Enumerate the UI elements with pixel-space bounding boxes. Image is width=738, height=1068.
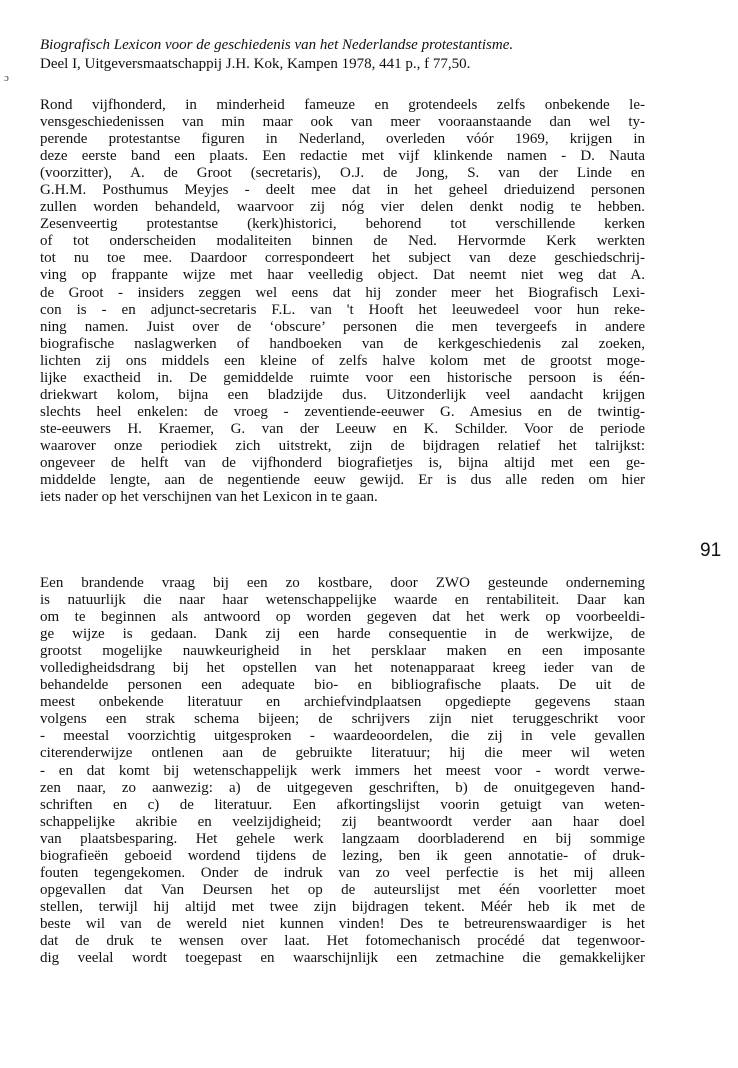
- text-line: volgens een strak schema bijeen; de schrijvers zijn niet teruggeschrikt voor: [40, 711, 645, 728]
- text-line: dig veelal wordt toegepast en waarschijnlijk een zetmachine die gemakkelijker: [40, 950, 645, 967]
- text-line: ving op frappante wijze met haar veelledig object. Dat neemt niet weg dat A.: [40, 267, 645, 284]
- text-line: schriften en c) de literatuur. Een afkortingslijst voorin getuigt van weten-: [40, 796, 645, 813]
- page-header: [40, 36, 660, 74]
- text-line: (voorzitter), A. de Groot (secretaris), O.J. de Jong, S. van der Linde en: [40, 165, 645, 182]
- text-line: volledigheidsdrang bij het opstellen van het notenapparaat kreeg ieder van de: [40, 660, 645, 677]
- margin-mark: ɔ: [4, 72, 9, 84]
- text-line: vensgeschiedenissen van min maar ook van meer vooraanstaande dan wel ty-: [40, 114, 645, 131]
- paragraph-2: [40, 575, 645, 967]
- text-line: lichten zij ons middels een kleine of zelfs halve kolom met de grootst moge-: [40, 352, 645, 369]
- text-line: - en dat komt bij wetenschappelijk werk immers het meest voor - wordt verwe-: [40, 762, 645, 779]
- text-line: dat de druk te wensen over laat. Het fotomechanisch procédé dat tegenwoor-: [40, 932, 645, 949]
- page-number: 91: [700, 540, 722, 561]
- text-line: Een brandende vraag bij een zo kostbare, door ZWO gesteunde onderneming: [40, 575, 645, 591]
- text-line: behandelde personen een adequate bio- en bibliografische plaats. De uit de: [40, 677, 645, 694]
- paragraph-1: [40, 97, 645, 506]
- text-line: tot nu toe mee. Daardoor correspondeert het subject van deze geschiedschrij-: [40, 250, 645, 267]
- text-line: ning namen. Juist over de ‘obscure’ personen die men tevergeefs in andere: [40, 318, 645, 335]
- text-line: grootst mogelijke nauwkeurigheid in het persklaar maken en een imposante: [40, 643, 645, 660]
- text-line: fouten tegengekomen. Onder de indruk van zo veel perfectie is het mij alleen: [40, 864, 645, 881]
- text-line: biografieën geboeid wordend tijdens de lezing, ben ik geen annotatie- of druk-: [40, 847, 645, 864]
- text-line: iets nader op het verschijnen van het Lexicon in te gaan.: [40, 489, 378, 506]
- text-line: beste wil van de wereld niet kunnen vinden! Des te betreurenswaardiger is het: [40, 915, 645, 932]
- text-line: stellen, terwijl hij altijd met twee zijn bijdragen tekent. Méér heb ik met de: [40, 898, 645, 915]
- text-line: ge wijze is gedaan. Dank zij een harde consequentie in de werkwijze, de: [40, 626, 645, 643]
- book-title: Biografisch Lexicon voor de geschiedenis van het Nederlandse protestantisme.: [40, 37, 514, 53]
- text-line: slechts heel enkelen: de vroeg - zeventiende-eeuwer G. Amesius en de twintig-: [40, 403, 645, 420]
- text-line: de Groot - insiders zeggen wel eens dat hij zonder meer het Biografisch Lexi-: [40, 284, 645, 301]
- text-line: is natuurlijk die naar haar wetenschappelijke waarde en rentabiliteit. Daar kan: [40, 592, 645, 609]
- text-line: con is - en adjunct-secretaris F.L. van 't Hooft het leeuwedeel voor hun reke-: [40, 301, 645, 318]
- text-line: om te beginnen als antwoord op worden gegeven dat het werk op voorbeeldi-: [40, 609, 645, 626]
- text-line: Zesenveertig protestantse (kerk)historici, behorend tot verschillende kerken: [40, 216, 645, 233]
- text-line: ongeveer de helft van de vijfhonderd biografietjes is, bijna altijd met een ge-: [40, 454, 645, 471]
- text-line: driekwart kolom, bijna een bladzijde dus. Uitzonderlijk veel aandacht krijgen: [40, 386, 645, 403]
- publication-details: Deel I, Uitgeversmaatschappij J.H. Kok, Kampen 1978, 441 p., f 77,50.: [40, 56, 471, 72]
- text-line: middelde lengte, aan de negentiende eeuw gewijd. Er is dus alle reden om hier: [40, 472, 645, 489]
- text-line: perende protestantse figuren in Nederland, overleden vóór 1969, krijgen in: [40, 131, 645, 148]
- text-line: schappelijke akribie en veelzijdigheid; zij beantwoordt verder aan haar doel: [40, 813, 645, 830]
- text-line: deze eerste band een plaats. Een redactie met vijf klinkende namen - D. Nauta: [40, 148, 645, 165]
- text-line: of tot onderscheiden modaliteiten binnen de Ned. Hervormde Kerk werkten: [40, 233, 645, 250]
- text-line: waarover onze periodiek zich uitstrekt, zijn de bijdragen relatief het talrijkst:: [40, 437, 645, 454]
- text-line: lijke exactheid in. De gemiddelde ruimte voor een historische persoon is één-: [40, 369, 645, 386]
- text-line: biografische naslagwerken of handboeken van de kerkgeschiedenis zal zoeken,: [40, 335, 645, 352]
- text-line: zen naar, zo aanwezig: a) de uitgegeven geschriften, b) de onuitgegeven hand-: [40, 779, 645, 796]
- text-line: Rond vijfhonderd, in minderheid fameuze en grotendeels zelfs onbekende le-: [40, 97, 645, 113]
- text-line: zullen worden behandeld, waarvoor zij nóg vier delen denkt nodig te hebben.: [40, 199, 645, 216]
- text-line: ste-eeuwers H. Kraemer, G. van der Leeuw en K. Schilder. Voor de periode: [40, 420, 645, 437]
- text-line: citerenderwijze ontlenen aan de gebruikte literatuur; hij die meer wil weten: [40, 745, 645, 762]
- text-line: - meestal voorzichtig uitgesproken - waardeoordelen, die zij in vele gevallen: [40, 728, 645, 745]
- text-line: opgevallen dat Van Deursen het op de auteurslijst met één voorletter moet: [40, 881, 645, 898]
- text-line: G.H.M. Posthumus Meyjes - deelt mee dat in het geheel drieduizend personen: [40, 182, 645, 199]
- text-line: van plaatsbesparing. Het gehele werk langzaam doorbladerend en bij sommige: [40, 830, 645, 847]
- text-line: meest onbekende literatuur en archiefvindplaatsen opgediepte gegevens staan: [40, 694, 645, 711]
